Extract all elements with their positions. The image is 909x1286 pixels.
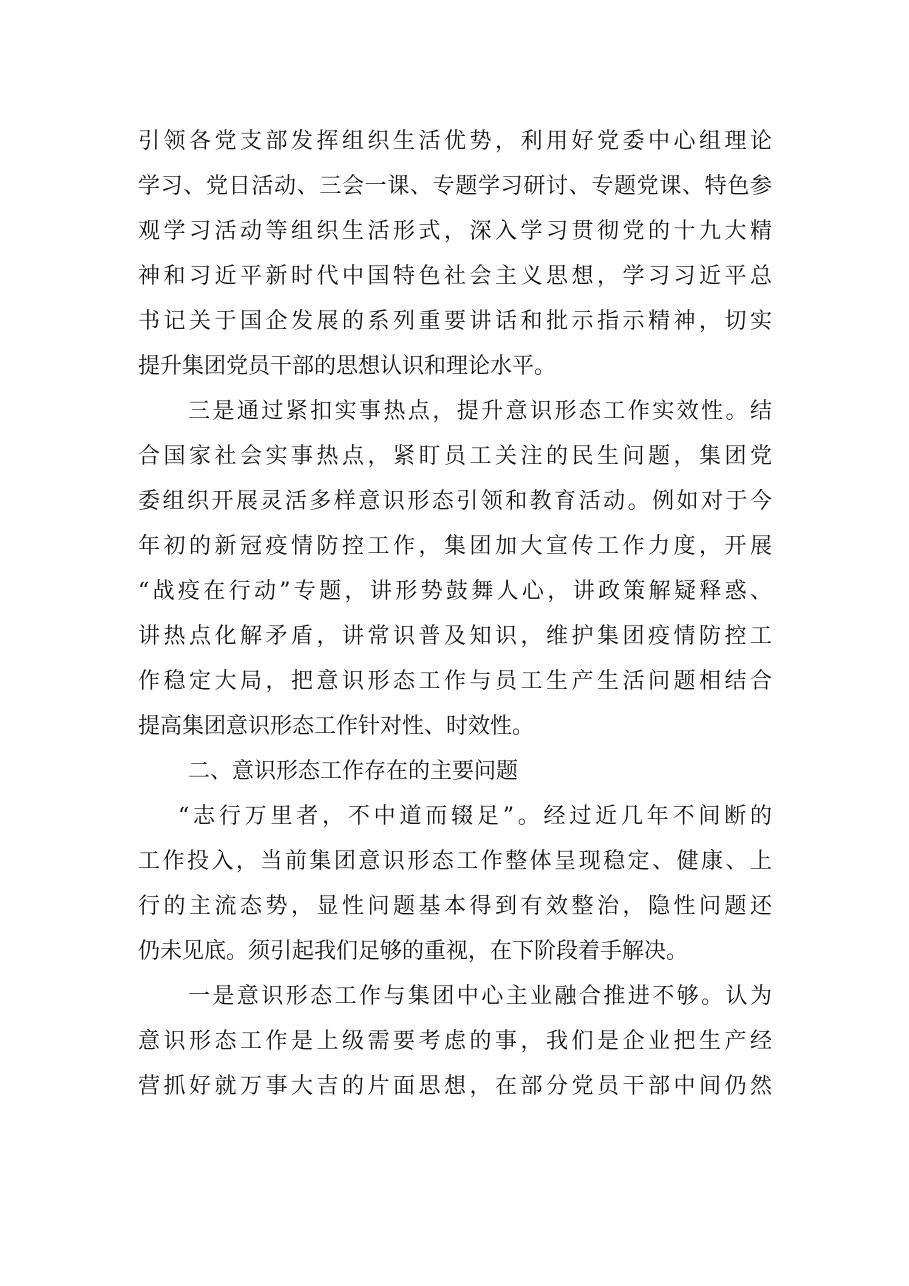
paragraph-1-line-3: 观学习活动等组织生活形式，深入学习贯彻党的十九大精 bbox=[138, 219, 772, 244]
paragraph-4-line-1: 一是意识形态工作与集团中心主业融合推进不够。认为 bbox=[188, 984, 772, 1009]
paragraph-1-line-2: 学习、党日活动、三会一课、专题学习研讨、专题党课、特色参 bbox=[138, 174, 772, 199]
paragraph-2-line-5: “战疫在行动”专题，讲形势鼓舞人心，讲政策解疑释惑、 bbox=[138, 579, 772, 604]
paragraph-3-line-3: 行的主流态势，显性问题基本得到有效整治，隐性问题还 bbox=[138, 894, 772, 919]
paragraph-3-line-1: “志行万里者，不中道而辍足”。经过近几年不间断的 bbox=[178, 804, 772, 829]
paragraph-2-line-2: 合国家社会实事热点，紧盯员工关注的民生问题，集团党 bbox=[138, 444, 772, 469]
section-heading: 二、意识形态工作存在的主要问题 bbox=[188, 759, 519, 784]
paragraph-1-line-5: 书记关于国企发展的系列重要讲话和批示指示精神，切实 bbox=[138, 309, 772, 334]
paragraph-2-line-4: 年初的新冠疫情防控工作，集团加大宣传工作力度，开展 bbox=[138, 534, 772, 559]
paragraph-4-line-3: 营抓好就万事大吉的片面思想，在部分党员干部中间仍然 bbox=[138, 1074, 772, 1099]
paragraph-2-line-6: 讲热点化解矛盾，讲常识普及知识，维护集团疫情防控工 bbox=[138, 624, 772, 649]
paragraph-1-line-4: 神和习近平新时代中国特色社会主义思想，学习习近平总 bbox=[138, 264, 772, 289]
paragraph-3-line-4: 仍未见底。须引起我们足够的重视，在下阶段着手解决。 bbox=[138, 939, 689, 964]
paragraph-2-line-3: 委组织开展灵活多样意识形态引领和教育活动。例如对于今 bbox=[138, 489, 772, 514]
paragraph-3-line-2: 工作投入，当前集团意识形态工作整体呈现稳定、健康、上 bbox=[138, 849, 772, 874]
paragraph-2-line-1: 三是通过紧扣实事热点，提升意识形态工作实效性。结 bbox=[188, 399, 772, 424]
paragraph-1-line-1: 引领各党支部发挥组织生活优势，利用好党委中心组理论 bbox=[138, 129, 772, 154]
paragraph-4-line-2: 意识形态工作是上级需要考虑的事，我们是企业把生产经 bbox=[138, 1029, 772, 1054]
paragraph-2-line-8: 提高集团意识形态工作针对性、时效性。 bbox=[138, 714, 535, 739]
paragraph-1-line-6: 提升集团党员干部的思想认识和理论水平。 bbox=[138, 354, 557, 379]
paragraph-2-line-7: 作稳定大局，把意识形态工作与员工生产生活问题相结合 bbox=[138, 669, 772, 694]
